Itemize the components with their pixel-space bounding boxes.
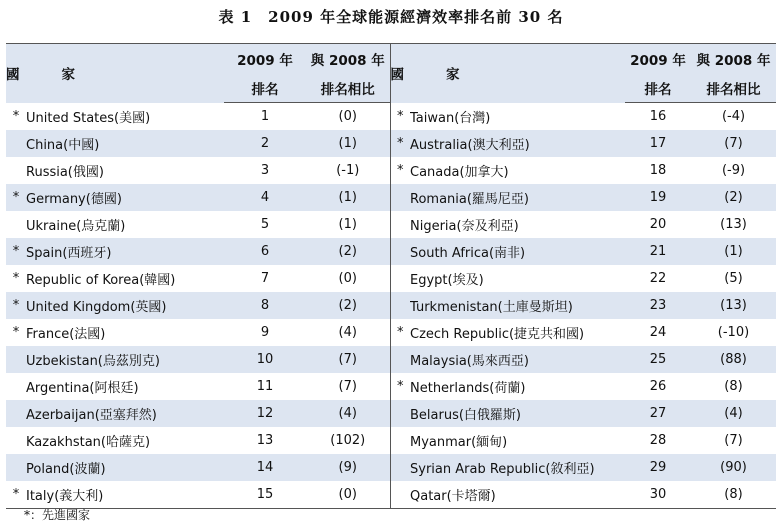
rank-2009: 3 (260, 163, 270, 178)
rank-header-left-top: 2009 年 (224, 44, 306, 74)
advanced-marker: * (390, 130, 410, 157)
rank-change: (7) (306, 346, 390, 373)
rank-change: (4) (306, 400, 390, 427)
country-name: Turkmenistan(土庫曼斯坦) (410, 292, 625, 319)
country-name: China(中國) (26, 130, 224, 157)
rank-2009: 6 (224, 238, 306, 265)
rank-change: (7) (724, 433, 743, 448)
rank-change: (-1) (306, 157, 390, 184)
header-row-1 (6, 44, 776, 74)
table-row (6, 373, 776, 400)
table-title: 表 1 2009 年全球能源經濟效率排名前 30 名 (218, 8, 564, 26)
advanced-marker (390, 211, 410, 238)
rank-header-left-bottom: 排名 (224, 73, 306, 103)
advanced-marker: * (397, 163, 404, 178)
rank-change: (-9) (721, 163, 746, 178)
rank-2009: 28 (649, 433, 667, 448)
country-name: Egypt(埃及) (410, 273, 484, 288)
advanced-marker: * (397, 379, 404, 394)
rank-2009: 7 (260, 271, 270, 286)
table-row (6, 292, 776, 319)
rank-change: (2) (306, 238, 390, 265)
country-name: Czech Republic(捷克共和國) (410, 327, 585, 342)
advanced-marker: * (12, 325, 20, 340)
advanced-marker: * (397, 325, 404, 340)
country-name: Uzbekistan(烏茲別克) (26, 346, 224, 373)
rank-2009: 4 (224, 184, 306, 211)
rank-change: (7) (306, 373, 390, 400)
country-name: Nigeria(奈及利亞) (410, 219, 519, 234)
change-header-left-bottom: 排名相比 (306, 73, 390, 103)
rank-2009: 25 (625, 346, 691, 373)
country-name: Taiwan(台灣) (410, 110, 491, 126)
rank-header-right-top: 2009 年 (625, 44, 691, 74)
country-name: Azerbaijan(亞塞拜然) (26, 400, 224, 427)
rank-change: (-10) (717, 325, 750, 340)
rank-2009: 1 (260, 109, 270, 124)
country-header-left: 國 家 (6, 44, 224, 103)
advanced-marker (390, 292, 410, 319)
advanced-marker: * (6, 238, 26, 265)
table-row (6, 238, 776, 265)
country-name: Argentina(阿根廷) (26, 381, 139, 396)
advanced-marker (390, 400, 410, 427)
country-name: United States(美國) (26, 110, 151, 126)
rank-2009: 10 (224, 346, 306, 373)
advanced-marker (6, 400, 26, 427)
rank-2009: 13 (256, 433, 274, 448)
rank-change: (0) (306, 265, 390, 292)
advanced-marker (390, 454, 410, 481)
rank-2009: 9 (260, 325, 270, 340)
rank-change: (4) (306, 319, 390, 346)
country-name: Republic of Korea(韓國) (26, 273, 176, 288)
rank-change: (7) (691, 130, 776, 157)
advanced-marker: * (6, 481, 26, 509)
table-row (6, 400, 776, 427)
advanced-marker: * (397, 108, 404, 124)
country-name: Russia(俄國) (26, 165, 104, 180)
advanced-marker (390, 346, 410, 373)
rank-2009: 27 (625, 400, 691, 427)
rank-2009: 16 (649, 109, 667, 124)
rank-2009: 20 (649, 217, 667, 232)
rank-change: (1) (306, 130, 390, 157)
rank-2009: 24 (649, 325, 667, 340)
country-header-right: 國 家 (390, 44, 625, 103)
rank-2009: 5 (260, 217, 270, 232)
country-name: United Kingdom(英國) (26, 292, 224, 319)
rank-2009: 2 (224, 130, 306, 157)
rank-2009: 12 (224, 400, 306, 427)
rank-change: (8) (724, 379, 743, 394)
advanced-marker (6, 427, 26, 454)
change-header-right-top: 與 2008 年 (691, 44, 776, 74)
rank-change: (1) (691, 238, 776, 265)
country-name: Myanmar(緬甸) (410, 435, 508, 450)
rank-2009: 15 (224, 481, 306, 509)
rank-change: (-4) (721, 109, 746, 124)
country-name: Qatar(卡塔爾) (410, 481, 625, 509)
country-name: Spain(西班牙) (26, 238, 224, 265)
table-row (6, 346, 776, 373)
advanced-marker (6, 373, 26, 400)
rank-header-right-bottom: 排名 (625, 73, 691, 103)
rank-change: (13) (691, 292, 776, 319)
footnote: *：先進國家 (24, 508, 91, 522)
table-row (6, 211, 776, 238)
rank-change: (90) (691, 454, 776, 481)
country-name: France(法國) (26, 327, 106, 342)
rank-2009: 21 (625, 238, 691, 265)
rank-2009: 23 (625, 292, 691, 319)
rank-change: (8) (691, 481, 776, 509)
change-header-left-top: 與 2008 年 (306, 44, 390, 74)
advanced-marker (6, 130, 26, 157)
advanced-marker: * (12, 108, 20, 124)
country-name: South Africa(南非) (410, 238, 625, 265)
table-row (6, 319, 776, 346)
rank-2009: 26 (649, 379, 667, 394)
country-name: Australia(澳大利亞) (410, 130, 625, 157)
country-name: Malaysia(馬來西亞) (410, 346, 625, 373)
table-row (6, 157, 776, 184)
rank-change: (5) (724, 271, 743, 286)
change-header-right-bottom: 排名相比 (691, 73, 776, 103)
advanced-marker: * (6, 292, 26, 319)
country-name: Ukraine(烏克蘭) (26, 219, 126, 234)
rank-change: (9) (306, 454, 390, 481)
country-name: Syrian Arab Republic(敘利亞) (410, 454, 625, 481)
country-name: Romania(羅馬尼亞) (410, 184, 625, 211)
rank-change: (88) (691, 346, 776, 373)
advanced-marker: * (6, 184, 26, 211)
country-name: Italy(義大利) (26, 481, 224, 509)
rank-2009: 19 (625, 184, 691, 211)
country-name: Belarus(白俄羅斯) (410, 400, 625, 427)
country-name: Kazakhstan(哈薩克) (26, 435, 151, 450)
rank-2009: 14 (224, 454, 306, 481)
advanced-marker (390, 238, 410, 265)
rank-2009: 17 (625, 130, 691, 157)
table-row (6, 265, 776, 292)
country-name: Poland(波蘭) (26, 454, 224, 481)
rank-2009: 30 (625, 481, 691, 509)
rank-2009: 22 (649, 271, 667, 286)
table-row (6, 427, 776, 454)
rank-change: (2) (306, 292, 390, 319)
rank-2009: 18 (649, 163, 667, 178)
rank-change: (2) (691, 184, 776, 211)
rank-change: (0) (306, 103, 390, 131)
advanced-marker (390, 481, 410, 509)
table-row (6, 184, 776, 211)
advanced-marker (390, 427, 410, 454)
advanced-marker (6, 211, 26, 238)
country-name: Canada(加拿大) (410, 165, 509, 180)
table-row (6, 103, 776, 131)
advanced-marker (6, 157, 26, 184)
rank-change: (13) (720, 217, 747, 232)
advanced-marker (6, 454, 26, 481)
rank-change: (1) (306, 211, 390, 238)
advanced-marker (390, 184, 410, 211)
advanced-marker: * (12, 271, 20, 286)
country-name: Germany(德國) (26, 184, 224, 211)
rank-change: (1) (306, 184, 390, 211)
rank-2009: 11 (256, 379, 274, 394)
rank-change: (102) (306, 427, 390, 454)
table-row (6, 481, 776, 509)
rank-2009: 29 (625, 454, 691, 481)
rank-change: (4) (691, 400, 776, 427)
ranking-table (6, 43, 776, 509)
advanced-marker (390, 265, 410, 292)
rank-2009: 8 (224, 292, 306, 319)
advanced-marker (6, 346, 26, 373)
table-row (6, 130, 776, 157)
rank-change: (0) (306, 481, 390, 509)
country-name: Netherlands(荷蘭) (410, 381, 526, 396)
table-row (6, 454, 776, 481)
